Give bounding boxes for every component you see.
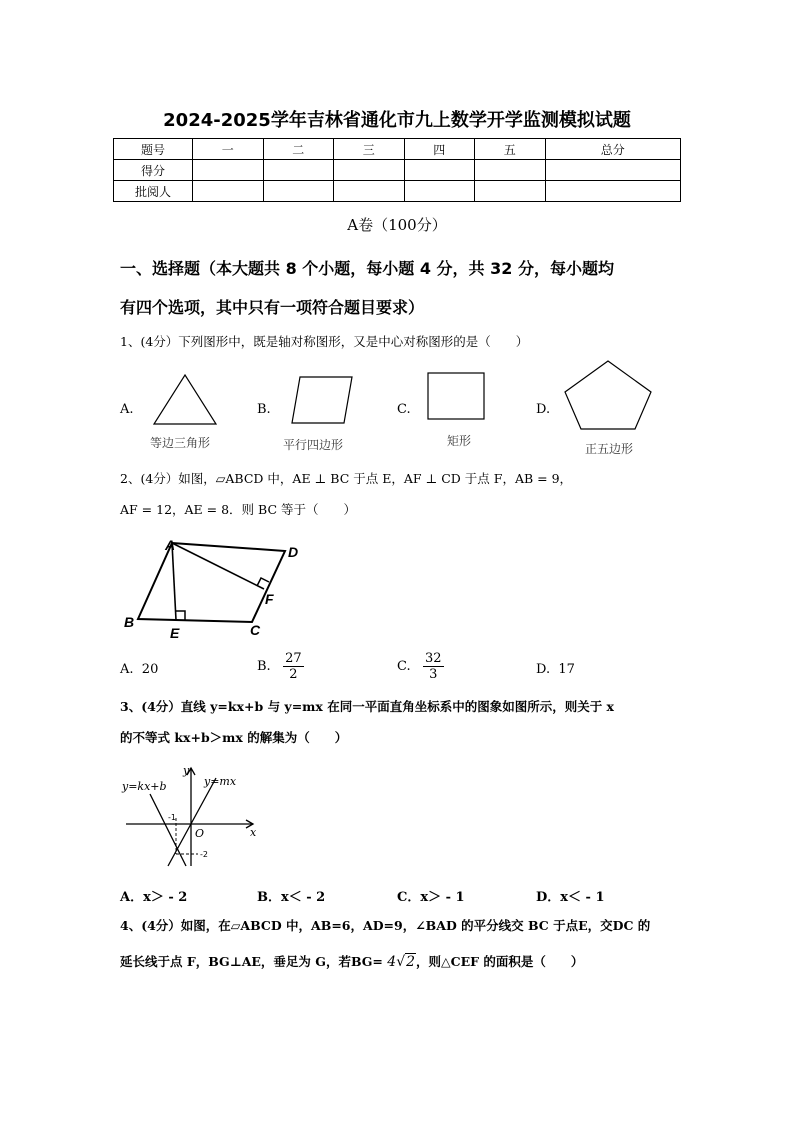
table-cell [193,181,264,202]
fraction-numerator: 27 [285,651,302,666]
q3-option-a: A．x＞ - 2 [120,890,188,905]
q2-prefix: 2、(4分）如图， [120,471,216,486]
rectangle-figure [426,371,486,421]
q2-parallelogram-diagram [120,535,310,645]
table-cell: 四 [404,139,475,160]
section-heading-line2: 有四个选项，其中只有一项符合题目要求） [120,298,425,317]
score-table [113,138,681,202]
q3-option-b: B．x＜ - 2 [257,890,326,905]
q2-middle: 中，AE ⊥ BC 于点 E，AF ⊥ CD 于点 F，AB = 9， [263,471,573,486]
table-cell: 总分 [545,139,681,160]
q2-option-b-letter: B. [257,659,271,674]
volume-label: A卷（100分） [347,216,447,234]
q1-option-a-letter: A. [120,402,134,417]
question-4-line1: 4、(4分）如图，在▱ABCD 中，AB=6，AD=9，∠BAD 的平分线交 BC 于点E，交DC 的 [120,918,651,933]
question-3-line1: 3、(4分）直线 y=kx+b 与 y=mx 在同一平面直角坐标系中的图象如图所示，则关于 x [120,699,615,714]
y-axis-label: y [183,764,190,777]
section-heading-line1: 一、选择题（本大题共 8 个小题，每小题 4 分，共 32 分，每小题均 [120,259,614,278]
tick-neg2-label: -2 [200,850,208,859]
question-3-line2: 的不等式 kx+b＞mx 的解集为（ ） [120,730,348,745]
table-row [114,139,681,160]
table-row [114,181,681,202]
table-cell [545,181,681,202]
table-cell [404,160,475,181]
question-4-line2 [120,952,583,972]
table-cell: 三 [334,139,405,160]
table-cell [334,181,405,202]
table-cell [545,160,681,181]
parallelogram-figure [288,374,358,426]
q4-radicand: 2 [406,954,416,970]
q1-option-b-letter: B. [257,402,271,417]
table-cell [475,160,546,181]
label-d: D [288,544,299,560]
question-2-line1 [120,469,572,489]
label-line-kx-b: y=kx+b [122,780,167,793]
q3-option-c: C．x＞ - 1 [397,890,465,905]
origin-label: O [195,827,205,840]
label-a: A [165,537,176,553]
fraction-denominator: 2 [289,667,298,682]
q1-option-c-letter: C. [397,402,411,417]
q2-option-c-fraction [423,651,444,682]
q2-option-c-letter: C. [397,659,411,674]
q2-option-a [120,662,158,677]
q2-option-c [397,651,444,682]
q1-option-d-letter: D. [536,402,551,417]
table-cell [404,181,475,202]
table-cell [193,160,264,181]
table-cell: 一 [193,139,264,160]
label-line-mx: y=mx [204,775,237,788]
q2-option-a-letter: A. [120,662,134,677]
table-cell: 题号 [114,139,193,160]
table-row [114,160,681,181]
q1-option-d-caption: 正五边形 [585,442,634,456]
equilateral-triangle-figure [150,372,220,428]
q2-option-d [536,662,575,677]
label-b: B [124,614,135,630]
table-cell [263,160,334,181]
q4-radical-coefficient: 4 [387,954,397,970]
fraction-denominator: 3 [429,667,438,682]
q1-option-b-caption: 平行四边形 [283,438,344,452]
label-c: C [250,622,261,638]
fraction-numerator: 32 [425,651,442,666]
table-cell: 得分 [114,160,193,181]
q2-option-d-value: 17 [558,662,575,677]
q4-radical-expression [387,953,416,970]
question-1-stem: 1、(4分）下列图形中，既是轴对称图形，又是中心对称图形的是（ ） [120,334,529,349]
q4-line2-pre: 延长线于点 F，BG⊥AE，垂足为 G，若BG= [120,954,383,969]
q3-option-d: D．x＜ - 1 [536,890,605,905]
table-cell: 五 [475,139,546,160]
q2-option-d-letter: D. [536,662,551,677]
label-f: F [265,591,274,607]
sqrt-symbol-icon: √ [396,954,406,970]
table-cell: 二 [263,139,334,160]
page-title: 2024-2025学年吉林省通化市九上数学开学监测模拟试题 [163,110,631,131]
table-cell [263,181,334,202]
q1-option-a-caption: 等边三角形 [150,436,211,450]
q2-option-b-fraction [283,651,304,682]
regular-pentagon-figure [562,358,656,432]
table-cell [334,160,405,181]
table-cell [475,181,546,202]
q4-line2-post: ，则△CEF 的面积是（ ） [416,954,584,969]
tick-neg1-label: -1 [168,813,176,822]
q3-coordinate-graph [120,762,265,870]
label-e: E [170,625,180,641]
q2-option-b [257,651,304,682]
q2-option-a-value: 20 [141,662,159,677]
q1-option-c-caption: 矩形 [447,434,472,448]
x-axis-label: x [250,826,257,839]
q2-parallelogram-symbol: ▱ABCD [215,471,264,486]
question-2-line2: AF = 12，AE = 8．则 BC 等于（ ） [120,502,356,517]
table-cell: 批阅人 [114,181,193,202]
